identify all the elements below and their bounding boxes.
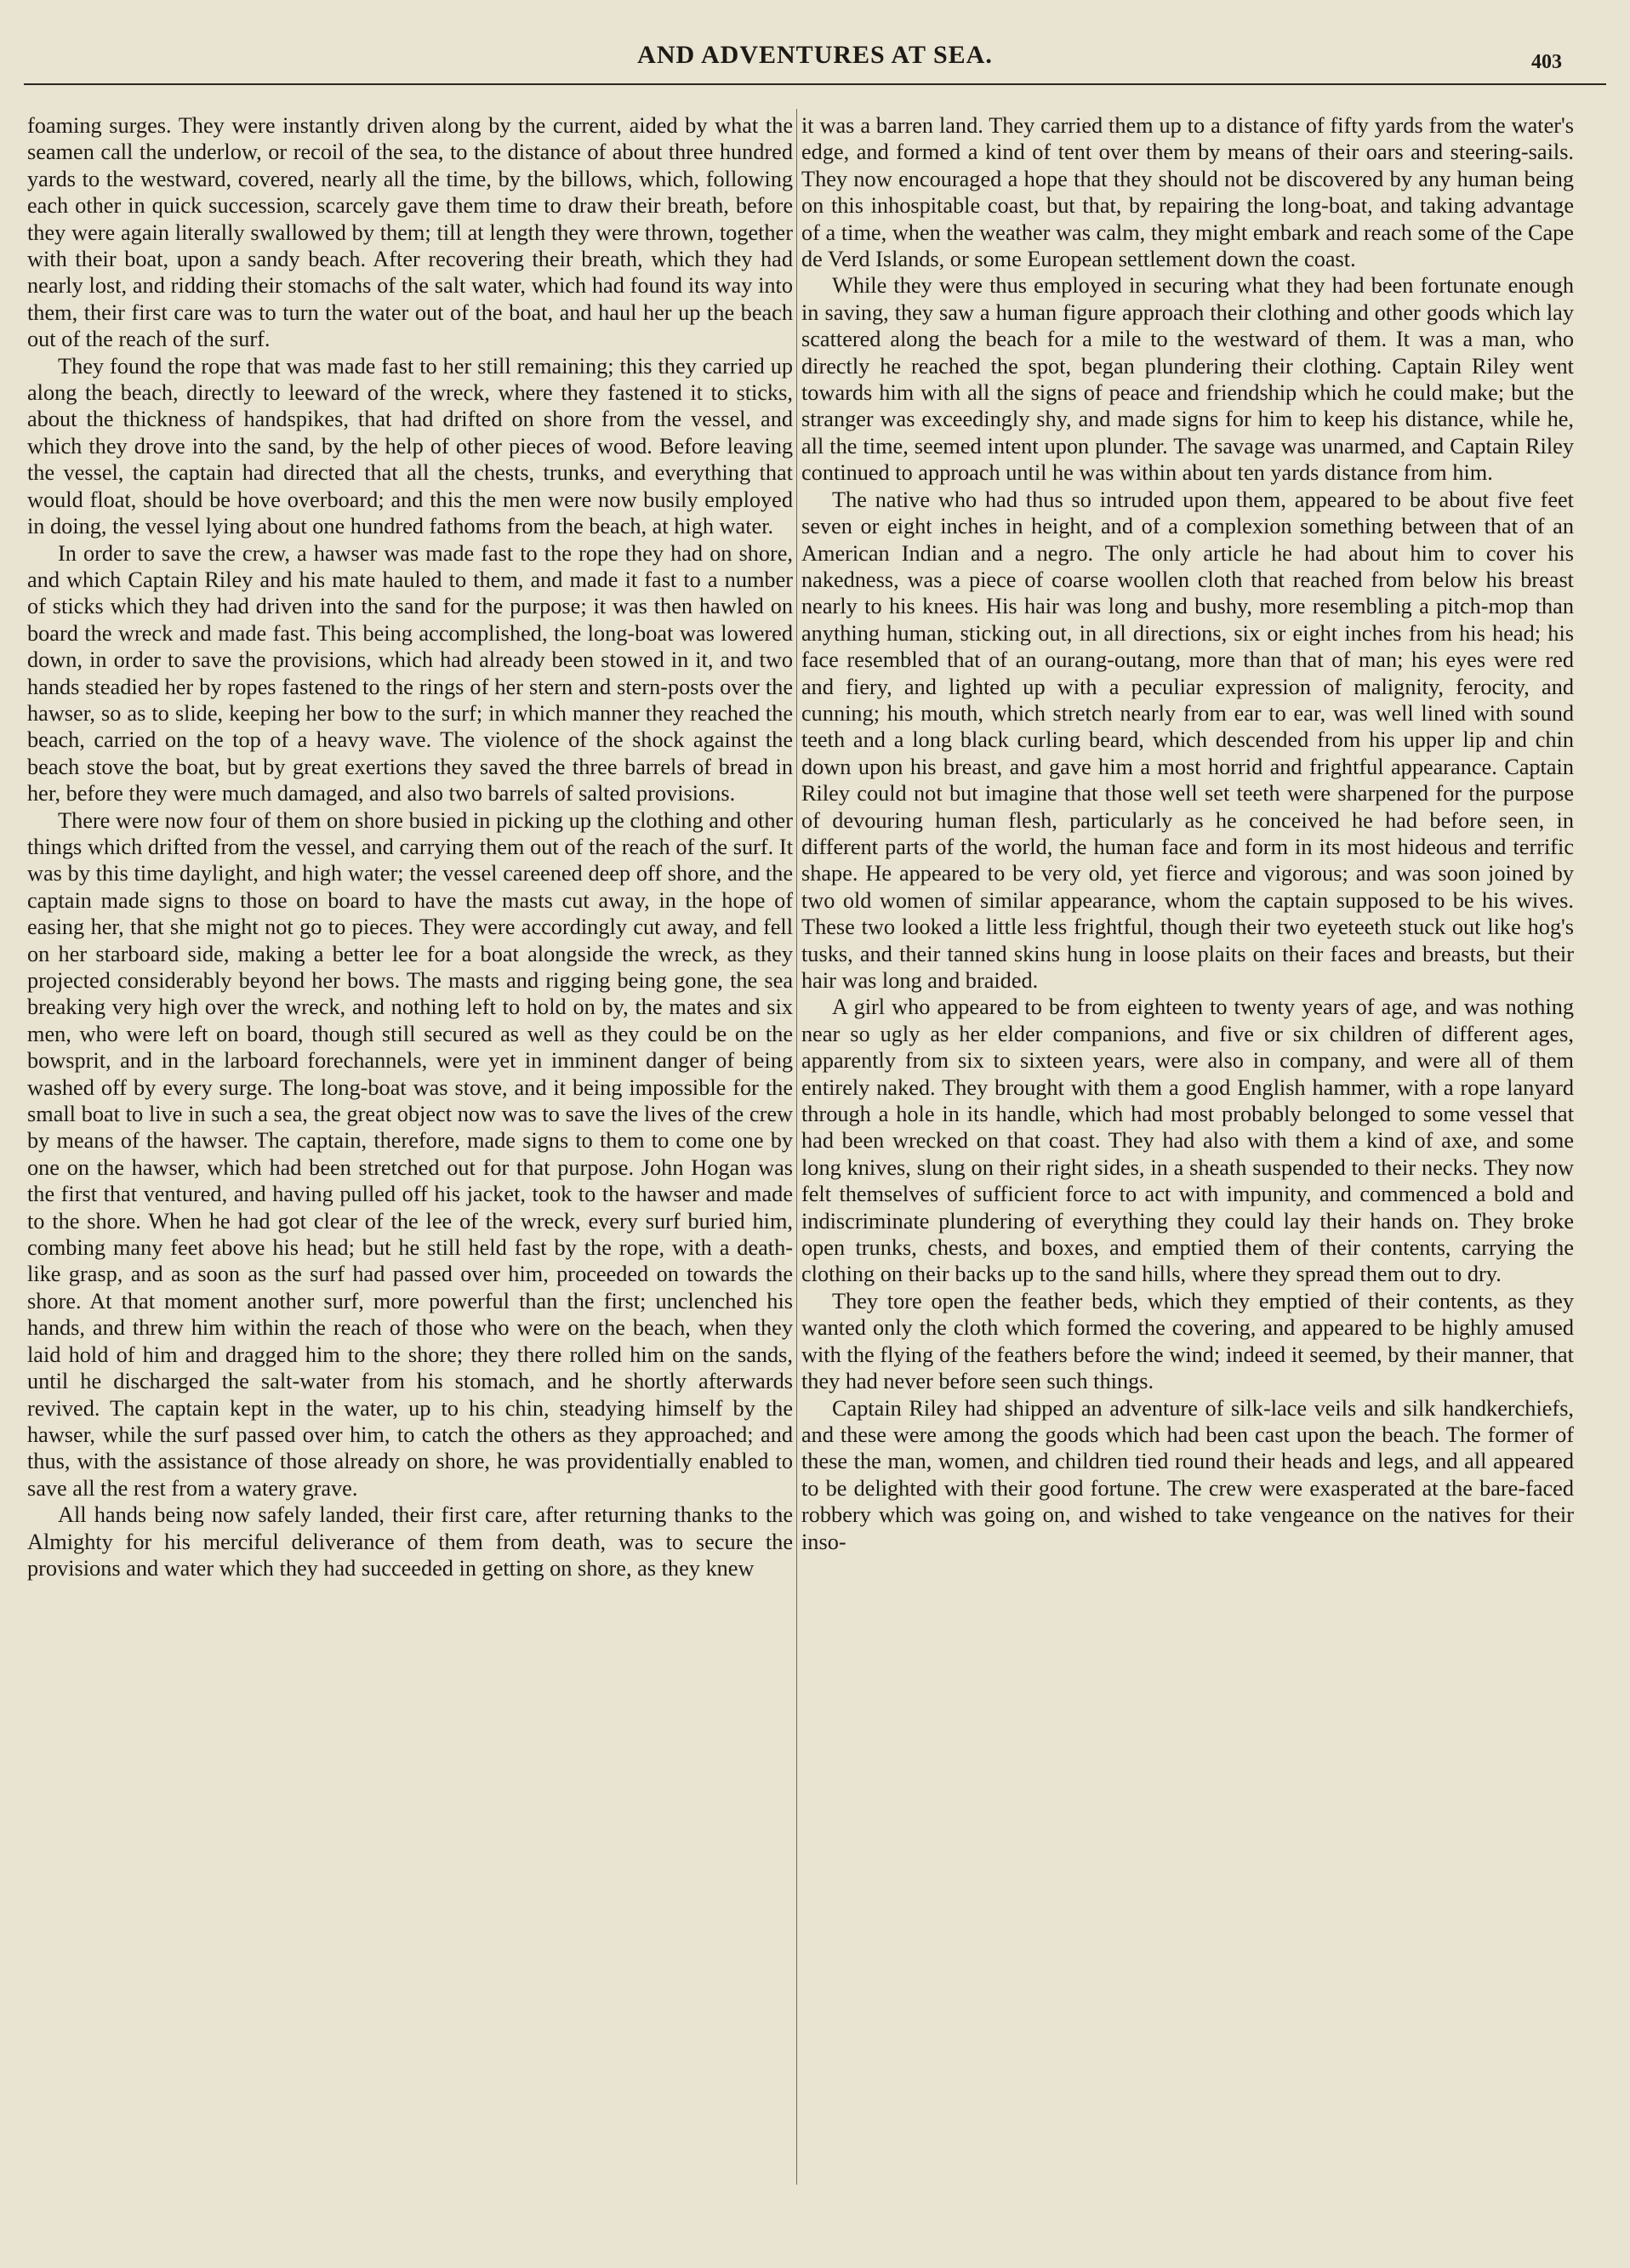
paragraph: There were now four of them on shore busied in picking up the clothing and other things which drifted from the vessel, and carrying them out of the reach of the surf. It was by this time daylight, and high water; the vessel careened deep off shore, and the captain made signs to those on board to have the masts cut away, in the hope of easing her, that she might not go to pieces. They were accordingly cut away, and fell on her starboard side, making a better lee for a boat alongside the wreck, as they projected considerably beyond her bows. The masts and rigging being gone, the sea breaking very high over the wreck, and nothing left to hold on by, the mates and six men, who were left on board, though still secured as well as they could be on the bowsprit, and in the larboard forechannels, were yet in imminent danger of being washed off by every surge. The long-boat was stove, and it being impossible for the small boat to live in such a sea, the great object now was to save the lives of the crew by means of the hawser. The captain, therefore, made signs to them to come one by one on the hawser, which had been stretched out for that purpose. John Hogan was the first that ventured, and having pulled off his jacket, took to the hawser and made to the shore. When he had got clear of the lee of the wreck, every surf buried him, combing many feet above his head; but he still held fast by the rope, with a death-like grasp, and as soon as the surf had passed over him, proceeded on towards the shore. At that moment another surf, more powerful than the first; unclenched his hands, and threw him within the reach of those who were on the beach, when they laid hold of him and dragged him to the shore; they there rolled him on the sands, until he discharged the salt-water from his stomach, and he shortly afterwards revived. The captain kept in the water, up to his chin, steadying himself by the hawser, while the surf passed over him, to catch the others as they approached; and thus, with the assistance of those already on shore, he was providentially enabled to save all the rest from a watery grave. [27,807,793,1501]
paragraph: While they were thus employed in securing what they had been fortunate enough in saving, they saw a human figure approach their clothing and other goods which lay scattered along the beach for a mile to the westward of them. It was a man, who directly he reached the spot, began plundering their clothing. Captain Riley went towards him with all the signs of peace and friendship which he could make; but the stranger was exceedingly shy, and made signs for him to keep his distance, while he, all the time, seemed intent upon plunder. The savage was unarmed, and Captain Riley continued to approach until he was within about ten yards distance from him. [801,273,1574,486]
paragraph: They tore open the feather beds, which they emptied of their contents, as they wanted only the cloth which formed the covering, and appeared to be highly amused with the flying of the feathers before the wind; indeed it seemed, by their manner, that they had never before seen such things. [801,1288,1574,1394]
page-number: 403 [1531,51,1562,73]
paragraph: All hands being now safely landed, their first care, after returning thanks to the Almighty for his merciful deliverance of them from death, was to secure the provisions and water which they had succeeded in getting on shore, as they knew [27,1502,793,1581]
paragraph: Captain Riley had shipped an adventure of silk-lace veils and silk handkerchiefs, and these were among the goods which had been cast upon the beach. The former of these the man, women, and children tied round their heads and legs, and all appeared to be delighted with their good fortune. The crew were exasperated at the bare-faced robbery which was going on, and wished to take vengeance on the natives for their inso- [801,1395,1574,1554]
paragraph: The native who had thus so intruded upon them, appeared to be about five feet seven or eight inches in height, and of a complexion something between that of an American Indian and a negro. The only article he had about him to cover his nakedness, was a piece of coarse woollen cloth that reached from below his breast nearly to his knees. His hair was long and bushy, more resembling a pitch-mop than anything human, sticking out, in all directions, six or eight inches from his head; his face resembled that of an ourang-outang, more than that of man; his eyes were red and fiery, and lighted up with a peculiar expression of malignity, ferocity, and cunning; his mouth, which stretch nearly from ear to ear, was well lined with sound teeth and a long black curling beard, which descended from his upper lip and chin down upon his breast, and gave him a most horrid and frightful appearance. Captain Riley could not but imagine that those well set teeth were sharpened for the purpose of devouring human flesh, particularly as he conceived he had before seen, in different parts of the world, the human face and form in its most hideous and terrific shape. He appeared to be very old, yet fierce and vigorous; and was soon joined by two old women of similar appearance, whom the captain supposed to be his wives. These two looked a little less frightful, though their two eyeteeth stuck out like hog's tusks, and their tanned skins hung in loose plaits on their faces and breasts, but their hair was long and braided. [801,487,1574,993]
left-column [27,112,793,1581]
running-title: AND ADVENTURES AT SEA. [637,41,993,69]
paragraph: They found the rope that was made fast to her still remaining; this they carried up along the beach, directly to leeward of the wreck, where they fastened it to sticks, about the thickness of handspikes, that had drifted on shore from the vessel, and which they drove into the sand, by the help of other pieces of wood. Before leaving the vessel, the captain had directed that all the chests, trunks, and everything that would float, should be hove overboard; and this the men were now busily employed in doing, the vessel lying about one hundred fathoms from the beach, at high water. [27,353,793,539]
paragraph: it was a barren land. They carried them up to a distance of fifty yards from the water's edge, and formed a kind of tent over them by means of their oars and steering-sails. They now encouraged a hope that they should not be discovered by any human being on this inhospitable coast, but that, by repairing the long-boat, and taking advantage of a time, when the weather was calm, they might embark and reach some of the Cape de Verd Islands, or some European settlement down the coast. [801,113,1574,272]
paragraph: foaming surges. They were instantly driven along by the current, aided by what the seamen call the underlow, or recoil of the sea, to the distance of about three hundred yards to the westward, covered, nearly all the time, by the billows, which, following each other in quick succession, scarcely gave them time to draw their breath, before they were again literally swallowed by them; till at length they were thrown, together with their boat, upon a sandy beach. After recovering their breath, which they had nearly lost, and ridding their stomachs of the salt water, which had found its way into them, their first care was to turn the water out of the boat, and haul her up the beach out of the reach of the surf. [27,113,793,352]
right-column [801,112,1574,1555]
paragraph: In order to save the crew, a hawser was made fast to the rope they had on shore, and which Captain Riley and his mate hauled to them, and made it fast to a number of sticks which they had driven into the sand for the purpose; it was then hawled on board the wreck and made fast. This being accomplished, the long-boat was lowered down, in order to save the provisions, which had already been stowed in it, and two hands steadied her by ropes fastened to the rings of her stern and stern-posts over the hawser, so as to slide, keeping her bow to the surf; in which manner they reached the beach, carried on the top of a heavy wave. The violence of the shock against the beach stove the boat, but by great exertions they saved the three barrels of bread in her, before they were much damaged, and also two barrels of salted provisions. [27,540,793,806]
column-divider [796,109,797,2185]
header-rule [24,83,1606,85]
paragraph: A girl who appeared to be from eighteen to twenty years of age, and was nothing near so ugly as her elder companions, and five or six children of different ages, apparently from six to sixteen years, were also in company, and were all of them entirely naked. They brought with them a good English hammer, with a rope lanyard through a hole in its handle, which had most probably belonged to some vessel that had been wrecked on that coast. They had also with them a kind of axe, and some long knives, slung on their right sides, in a sheath suspended to their necks. They now felt themselves of sufficient force to act with impunity, and commenced a bold and indiscriminate plundering of everything they could lay their hands on. They broke open trunks, chests, and boxes, and emptied them of their contents, carrying the clothing on their backs up to the sand hills, where they spread them out to dry. [801,994,1574,1287]
